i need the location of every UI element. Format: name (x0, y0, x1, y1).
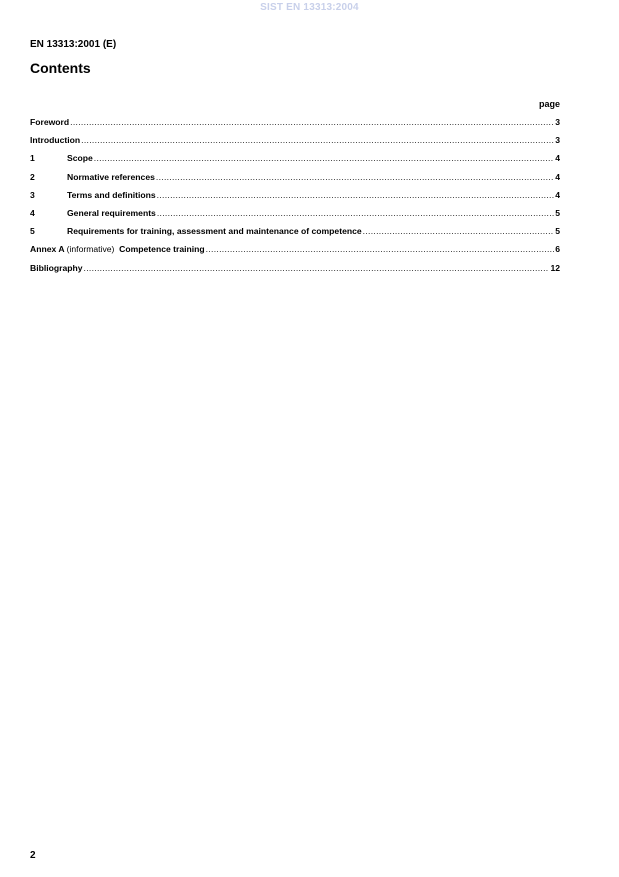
toc-entry-label: Bibliography (30, 262, 83, 273)
toc-entry-page: 12 (550, 262, 560, 273)
toc-entry-normative-references[interactable] (30, 172, 560, 190)
toc-entry-number: 4 (30, 207, 35, 218)
toc-entry-scope[interactable] (30, 153, 560, 171)
toc-entry-label: Requirements for training, assessment and maintenance of competence (67, 226, 362, 237)
toc-entry-page: 3 (555, 117, 560, 127)
toc-entry-label: Normative references (67, 171, 155, 182)
toc-leader-dots (81, 135, 554, 145)
toc-entry-label (30, 244, 205, 254)
toc-entry-label: Foreword (30, 117, 70, 127)
toc-entry-label: Scope (67, 153, 93, 164)
contents-heading: Contents (30, 60, 91, 76)
toc-entry-page: 4 (555, 171, 560, 182)
toc-entry-number: 3 (30, 189, 35, 200)
toc-entry-page: 5 (555, 207, 560, 218)
toc-entry-page: 5 (555, 226, 560, 237)
toc-leader-dots (363, 226, 555, 236)
toc-entry-terms-and-definitions[interactable] (30, 190, 560, 208)
toc-entry-page: 4 (555, 189, 560, 200)
toc-leader-dots (157, 208, 554, 218)
toc-entry-introduction[interactable] (30, 135, 560, 153)
toc-leader-dots (94, 153, 554, 163)
toc-entry-general-requirements[interactable] (30, 208, 560, 226)
watermark: SIST EN 13313:2004 (260, 2, 359, 13)
toc-entry-page: 4 (555, 153, 560, 164)
annex-prefix: Annex A (30, 244, 65, 255)
toc-entry-foreword[interactable] (30, 117, 560, 135)
toc-leader-dots (84, 263, 550, 273)
annex-note: (informative) (66, 244, 115, 255)
toc-entry-number: 5 (30, 226, 35, 237)
table-of-contents (30, 117, 560, 281)
page-number: 2 (30, 850, 36, 861)
toc-entry-number: 2 (30, 171, 35, 182)
toc-leader-dots (156, 172, 554, 182)
toc-entry-annex-a[interactable] (30, 244, 560, 262)
document-id: EN 13313:2001 (E) (30, 39, 117, 50)
toc-entry-bibliography[interactable] (30, 263, 560, 281)
toc-entry-training-requirements[interactable] (30, 226, 560, 244)
toc-entry-label: Introduction (30, 135, 81, 146)
toc-leader-dots (206, 244, 555, 254)
toc-leader-dots (157, 190, 555, 200)
toc-entry-label: Terms and definitions (67, 189, 156, 200)
page-column-label: page (538, 99, 560, 109)
annex-title: Competence training (119, 244, 205, 255)
toc-leader-dots (70, 117, 554, 127)
toc-entry-page: 3 (555, 135, 560, 146)
toc-entry-number: 1 (30, 153, 35, 164)
toc-entry-label: General requirements (67, 207, 156, 218)
toc-entry-page: 6 (555, 244, 560, 255)
